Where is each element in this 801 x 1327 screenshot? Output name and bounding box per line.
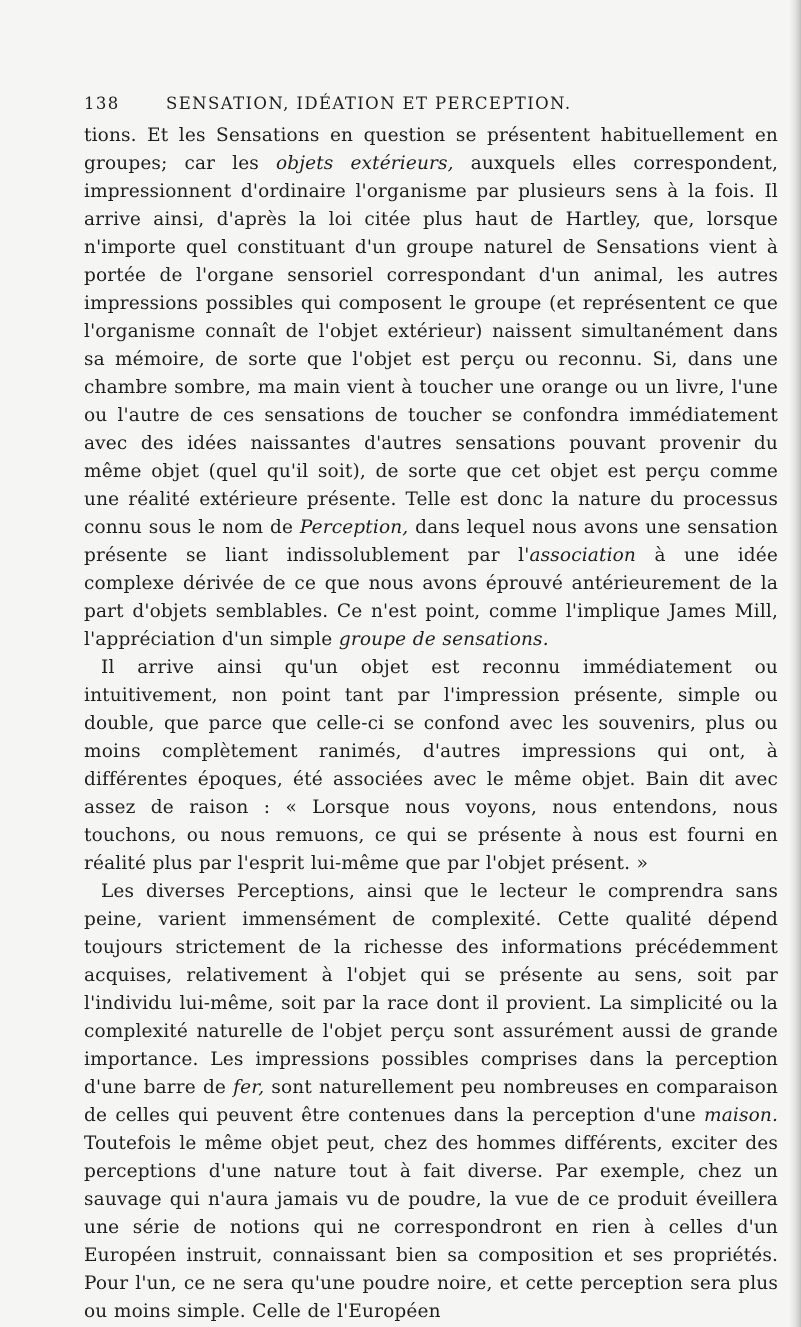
page-number: 138 xyxy=(84,94,120,113)
paragraph-1-text: dans lequel nous avons une sensation présente se liant indissolublement par l' xyxy=(84,517,778,566)
paragraph-2: Il arrive ainsi qu'un objet est reconnu immédiatement ou intuitivement, non point tant par l'impression présente, simple ou double, que parce que celle-ci se confond avec les souvenirs, plus ou moins complètement ranimés, d'autres impressions qui ont, à différentes époques, été associées avec le même objet. Bain dit avec assez de raison : « Lorsque nous voyons, nous entendons, nous touchons, ou nous remuons, ce qui se présente à nous est fourni en réalité plus par l'esprit lui-même que par l'objet présent. » xyxy=(84,657,778,874)
paragraph-1-text: auxquels elles correspondent, impressionnent d'ordinaire l'organisme par plusieurs sens à la fois. Il arrive ainsi, d'après la loi citée plus haut de Hartley, que, lorsque n'importe quel constituant d'un groupe naturel de Sensations vient à portée de l'organe sensoriel correspondant d'un animal, les autres impressions possibles qui composent le groupe (et représentent ce que l'organisme connaît de l'objet extérieur) naissent simultanément dans sa mémoire, de sorte que l'objet est perçu ou reconnu. Si, dans une chambre sombre, ma main vient à toucher une orange ou un livre, l'une ou l'autre de ces sensations de toucher se confondra immédiatement avec des idées naissantes d'autres sensations pouvant provenir du même objet (quel qu'il soit), de sorte que cet objet est perçu comme une réalité extérieure présente. Telle est donc la nature du processus connu sous le nom de xyxy=(84,153,779,538)
paragraph-3 xyxy=(84,878,778,1326)
emphasis-maison: maison. xyxy=(704,1105,778,1126)
paragraph-3-text: Les diverses Perceptions, ainsi que le lecteur le comprendra sans peine, varient immensément de complexité. Cette qualité dépend toujours strictement de la richesse des informations précédemment acquises, relativement à l'objet qui se présente au sens, soit par l'individu lui-même, soit par la race dont il provient. La simplicité ou la complexité naturelle de l'objet perçu sont assurément aussi de grande importance. Les impressions possibles comprises dans la perception d'une barre de xyxy=(84,881,778,1098)
page-edge-shadow xyxy=(789,0,801,1327)
book-page xyxy=(84,92,778,1326)
emphasis-perception: Perception, xyxy=(299,517,409,538)
emphasis-objets-exterieurs: objets extérieurs, xyxy=(275,153,454,174)
paragraph-1 xyxy=(84,122,778,654)
running-head xyxy=(84,92,778,116)
paragraph-1-text: tions. Et les Sensations en question se présentent habituellement en groupes; car les xyxy=(84,125,778,174)
paragraph-3-text: sont naturellement peu nombreuses en comparaison de celles qui peuvent être contenues dans la perception d'une xyxy=(84,1077,778,1126)
body-text xyxy=(84,122,778,1326)
paragraph-1-text: à une idée complexe dérivée de ce que nous avons éprouvé antérieurement de la part d'objets semblables. Ce n'est point, comme l'implique James Mill, l'appréciation d'un simple xyxy=(84,545,778,650)
emphasis-fer: fer, xyxy=(233,1077,265,1098)
emphasis-groupe-de-sensations: groupe de sensations. xyxy=(338,629,549,650)
running-title: SENSATION, IDÉATION ET PERCEPTION. xyxy=(166,94,572,113)
emphasis-association: association xyxy=(529,545,636,566)
paragraph-3-text: Toutefois le même objet peut, chez des hommes différents, exciter des perceptions d'une nature tout à fait diverse. Par exemple, chez un sauvage qui n'aura jamais vu de poudre, la vue de ce produit éveillera une série de notions qui ne correspondront en rien à celles d'un Européen instruit, connaissant bien sa composition et ses propriétés. Pour l'un, ce ne sera qu'une poudre noire, et cette perception sera plus ou moins simple. Celle de l'Européen xyxy=(84,1133,778,1322)
